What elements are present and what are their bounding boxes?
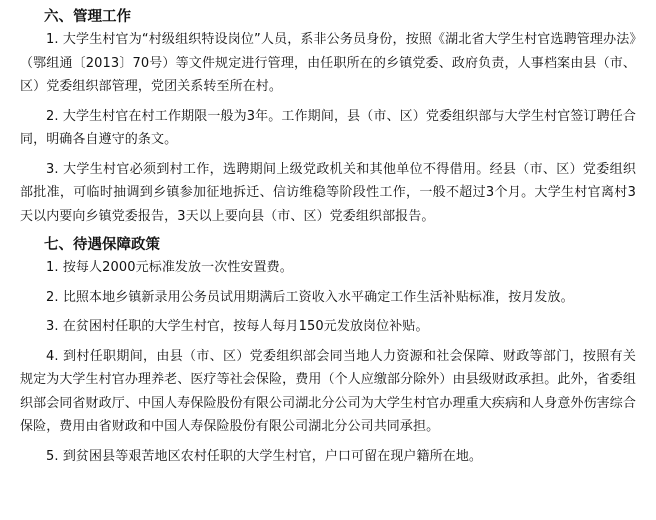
section-title-benefits: 七、待遇保障政策	[44, 237, 160, 253]
management-item-1: 1. 大学生村官为“村级组织特设岗位”人员，系非公务员身份，按照《湖北省大学生村官选聘管理办法》（鄂组通〔2013〕70号）等文件规定进行管理，由任职所在的乡镇党委、政府负责，人事档案由县（市、区）党委组织部管理，党团关系转至所在村。	[20, 32, 636, 94]
benefits-item-4: 4. 到村任职期间，由县（市、区）党委组织部会同当地人力资源和社会保障、财政等部门，按照有关规定为大学生村官办理养老、医疗等社会保险，费用（个人应缴部分除外）由县级财政承担。此外，省委组织部会同省财政厅、中国人寿保险股份有限公司湖北分公司为大学生村官办理重大疾病和人身意外伤害综合保险，费用由省财政和中国人寿保险股份有限公司湖北分公司共同承担。	[20, 348, 636, 434]
management-item-2: 2. 大学生村官在村工作期限一般为3年。工作期间，县（市、区）党委组织部与大学生村官签订聘任合同，明确各自遵守的条文。	[20, 108, 636, 147]
benefits-item-5: 5. 到贫困县等艰苦地区农村任职的大学生村官，户口可留在现户籍所在地。	[46, 448, 483, 464]
section-title-management: 六、管理工作	[44, 9, 131, 25]
management-item-3: 3. 大学生村官必须到村工作，选聘期间上级党政机关和其他单位不得借用。经县（市、区）党委组织部批准，可临时抽调到乡镇参加征地拆迁、信访维稳等阶段性工作，一般不超过3个月。大学生村官离村3天以内要向乡镇党委报告，3天以上要向县（市、区）党委组织部报告。	[20, 161, 636, 224]
benefits-item-3: 3. 在贫困村任职的大学生村官，按每人每月150元发放岗位补贴。	[46, 319, 429, 334]
benefits-item-1: 1. 按每人2000元标准发放一次性安置费。	[46, 260, 293, 275]
benefits-item-2: 2. 比照本地乡镇新录用公务员试用期满后工资收入水平确定工作生活补贴标准，按月发放。	[46, 289, 574, 305]
